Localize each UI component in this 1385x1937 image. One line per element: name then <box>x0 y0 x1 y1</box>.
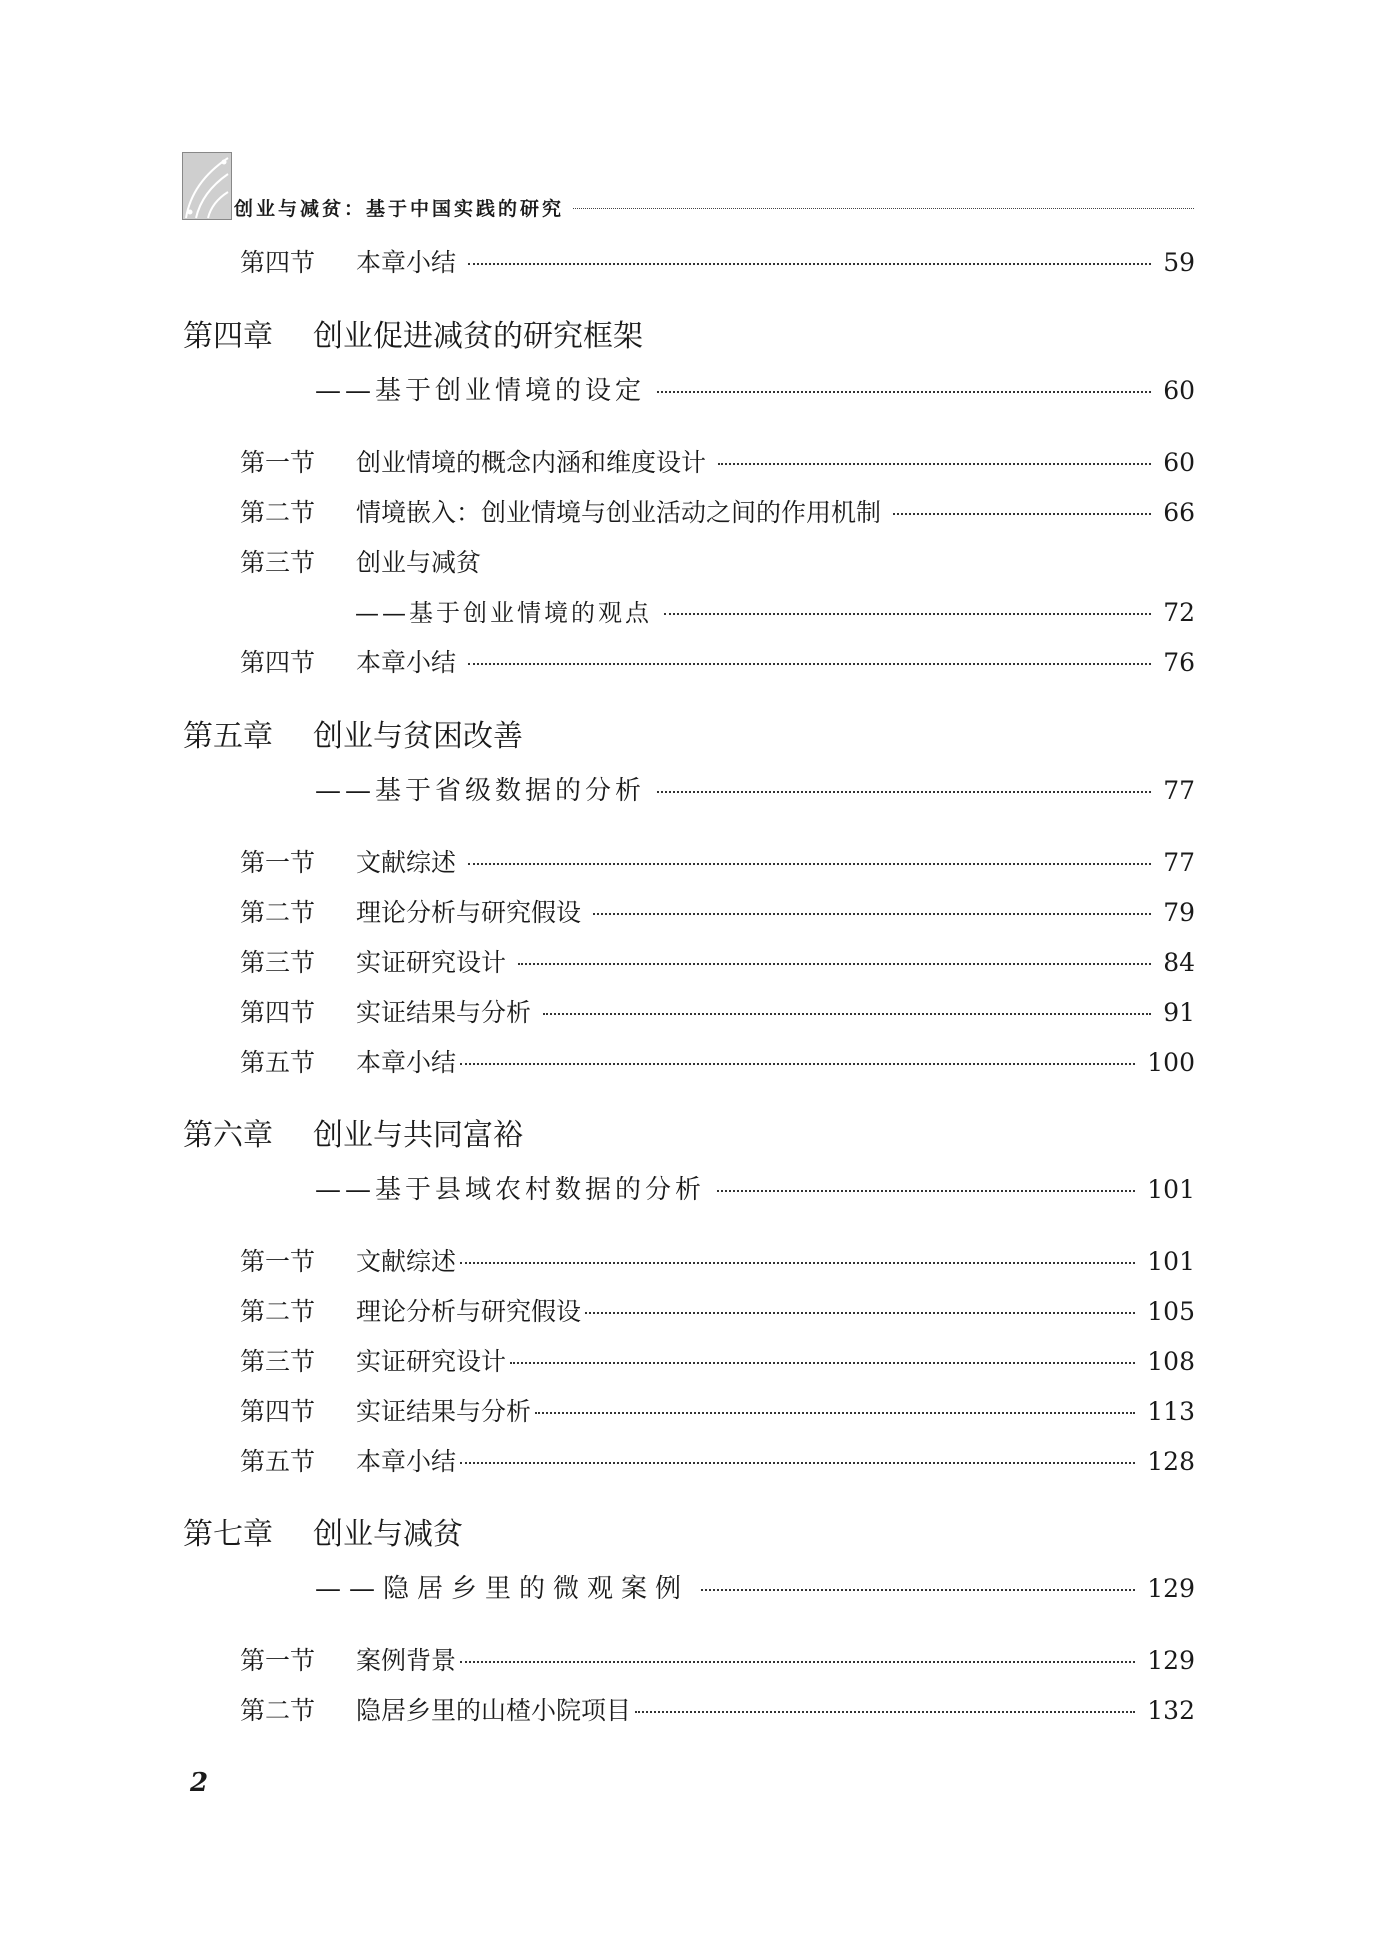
section-number: 第三节 <box>240 948 316 977</box>
dot-leader <box>518 963 1151 965</box>
toc-entry[interactable] <box>240 1399 1195 1424</box>
page-number: 60 <box>1163 448 1195 477</box>
section-number: 第二节 <box>240 498 316 527</box>
toc-entry[interactable] <box>240 650 1195 675</box>
dot-leader <box>460 1063 1135 1065</box>
section-number: 第二节 <box>240 898 316 927</box>
section-subtitle: ——基于创业情境的观点 <box>355 599 652 627</box>
toc-entry[interactable] <box>240 1000 1195 1025</box>
dot-leader <box>657 791 1151 793</box>
page-footer-number: 2 <box>190 1768 209 1798</box>
section-number: 第一节 <box>240 448 316 477</box>
dot-leader <box>701 1589 1135 1591</box>
section-title: 本章小结 <box>356 1447 457 1476</box>
dot-leader <box>657 391 1151 393</box>
chapter-number: 第六章 <box>183 1118 273 1153</box>
dot-leader <box>535 1412 1135 1414</box>
page-number: 79 <box>1163 898 1195 927</box>
dot-leader <box>543 1013 1151 1015</box>
chapter-heading[interactable] <box>183 1517 463 1552</box>
page-number: 77 <box>1163 848 1195 877</box>
toc-entry[interactable] <box>240 1449 1195 1474</box>
section-title: 本章小结 <box>356 1048 457 1077</box>
toc-entry[interactable] <box>240 1299 1195 1324</box>
toc-entry[interactable] <box>240 500 1195 525</box>
section-title: 文献综述 <box>356 1247 457 1276</box>
page-number: 101 <box>1147 1247 1195 1276</box>
section-title: 理论分析与研究假设 <box>356 898 582 927</box>
chapter-subtitle: ——隐居乡里的微观案例 <box>315 1574 690 1604</box>
chapter-subtitle-entry[interactable] <box>315 378 1195 404</box>
chapter-heading[interactable] <box>183 1118 523 1153</box>
section-number: 第三节 <box>240 548 316 577</box>
section-title: 实证研究设计 <box>356 948 507 977</box>
toc-entry[interactable] <box>240 1648 1195 1673</box>
dot-leader <box>635 1711 1135 1713</box>
section-title: 创业情境的概念内涵和维度设计 <box>356 448 707 477</box>
section-number: 第五节 <box>240 1447 316 1476</box>
section-number: 第一节 <box>240 1646 316 1675</box>
toc-entry[interactable] <box>240 1050 1195 1075</box>
book-logo-icon <box>182 152 232 220</box>
dot-leader <box>718 463 1151 465</box>
section-title: 理论分析与研究假设 <box>356 1297 582 1326</box>
section-title: 创业与减贫 <box>356 548 482 577</box>
dot-leader <box>468 263 1151 265</box>
chapter-number: 第五章 <box>183 719 273 754</box>
dot-leader <box>460 1462 1135 1464</box>
chapter-subtitle: ——基于省级数据的分析 <box>315 776 646 806</box>
dot-leader <box>468 663 1151 665</box>
section-title: 隐居乡里的山楂小院项目 <box>356 1696 632 1725</box>
toc-entry[interactable] <box>240 900 1195 925</box>
chapter-heading[interactable] <box>183 319 643 354</box>
chapter-subtitle-entry[interactable] <box>315 1177 1195 1203</box>
chapter-title: 创业与贫困改善 <box>313 719 523 754</box>
section-title: 案例背景 <box>356 1646 457 1675</box>
section-title: 实证结果与分析 <box>356 1397 532 1426</box>
toc-entry[interactable] <box>240 250 1195 275</box>
section-title: 本章小结 <box>356 248 457 277</box>
chapter-subtitle-entry[interactable] <box>315 1576 1195 1602</box>
page-number: 128 <box>1147 1447 1195 1476</box>
section-subtitle-entry[interactable] <box>355 600 1195 625</box>
dot-leader <box>893 513 1151 515</box>
section-number: 第三节 <box>240 1347 316 1376</box>
dot-leader <box>585 1312 1135 1314</box>
page-number: 113 <box>1147 1397 1195 1426</box>
chapter-title: 创业促进减贫的研究框架 <box>313 319 643 354</box>
section-number: 第四节 <box>240 1397 316 1426</box>
page-number: 77 <box>1163 776 1195 805</box>
toc-entry[interactable] <box>240 450 1195 475</box>
dot-leader <box>460 1262 1135 1264</box>
chapter-title: 创业与共同富裕 <box>313 1118 523 1153</box>
page-number: 84 <box>1163 948 1195 977</box>
dot-leader <box>510 1362 1135 1364</box>
toc-entry[interactable] <box>240 1698 1195 1723</box>
dot-leader <box>460 1661 1135 1663</box>
section-number: 第一节 <box>240 1247 316 1276</box>
page-number: 129 <box>1147 1646 1195 1675</box>
section-number: 第二节 <box>240 1297 316 1326</box>
page-number: 100 <box>1147 1048 1195 1077</box>
section-title: 本章小结 <box>356 648 457 677</box>
page-number: 101 <box>1147 1175 1195 1204</box>
running-header <box>182 152 1194 220</box>
chapter-subtitle: ——基于县域农村数据的分析 <box>315 1175 706 1205</box>
page-number: 91 <box>1163 998 1195 1027</box>
section-number: 第一节 <box>240 848 316 877</box>
section-number: 第四节 <box>240 998 316 1027</box>
chapter-title: 创业与减贫 <box>313 1517 463 1552</box>
section-title: 文献综述 <box>356 848 457 877</box>
dot-leader <box>593 913 1151 915</box>
chapter-subtitle-entry[interactable] <box>315 778 1195 804</box>
chapter-heading[interactable] <box>183 719 523 754</box>
chapter-subtitle: ——基于创业情境的设定 <box>315 376 646 406</box>
chapter-number: 第七章 <box>183 1517 273 1552</box>
section-title: 情境嵌入：创业情境与创业活动之间的作用机制 <box>356 498 882 527</box>
section-title: 实证研究设计 <box>356 1347 507 1376</box>
toc-entry[interactable] <box>240 850 1195 875</box>
toc-entry[interactable] <box>240 950 1195 975</box>
page-number: 132 <box>1147 1696 1195 1725</box>
chapter-number: 第四章 <box>183 319 273 354</box>
page-number: 66 <box>1163 498 1195 527</box>
page-number: 105 <box>1147 1297 1195 1326</box>
section-number: 第四节 <box>240 248 316 277</box>
toc-entry[interactable] <box>240 1349 1195 1374</box>
page-number: 59 <box>1163 248 1195 277</box>
page-number: 129 <box>1147 1574 1195 1603</box>
page-number: 60 <box>1163 376 1195 405</box>
toc-entry[interactable] <box>240 1249 1195 1274</box>
section-number: 第五节 <box>240 1048 316 1077</box>
dot-leader <box>664 613 1151 615</box>
page-number: 72 <box>1163 598 1195 627</box>
running-header-title: 创业与减贫：基于中国实践的研究 <box>234 198 572 220</box>
section-title: 实证结果与分析 <box>356 998 532 1027</box>
dot-leader <box>717 1190 1135 1192</box>
toc-entry[interactable] <box>240 550 481 575</box>
section-number: 第四节 <box>240 648 316 677</box>
dot-leader <box>468 863 1151 865</box>
page-number: 108 <box>1147 1347 1195 1376</box>
section-number: 第二节 <box>240 1696 316 1725</box>
page-number: 76 <box>1163 648 1195 677</box>
